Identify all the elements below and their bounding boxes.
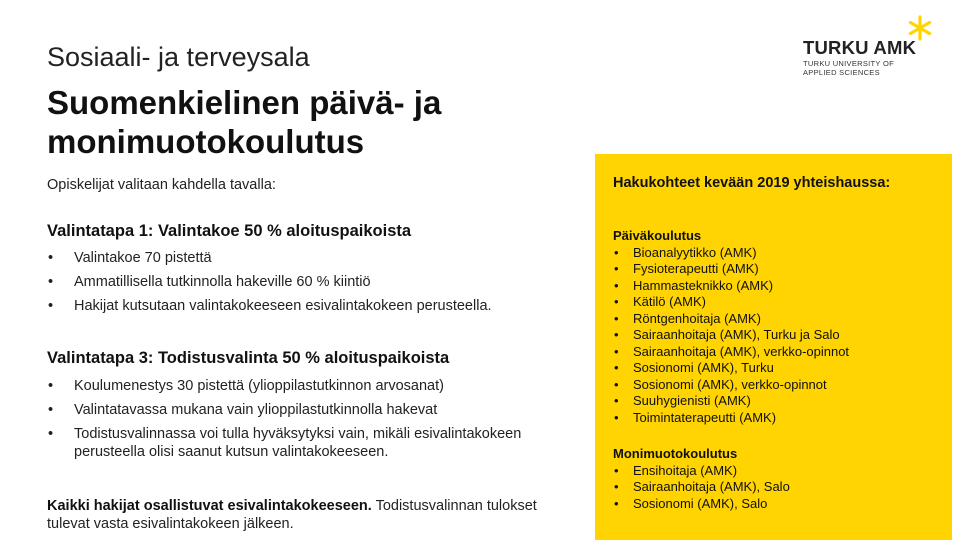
list-item: • Sosionomi (AMK), verkko-opinnot (613, 377, 943, 394)
closing-rest: Todistusvalinnan tulokset tulevat vasta esivalintakokeen jälkeen. (47, 498, 537, 532)
closing-text (47, 497, 567, 533)
list-item: • Sairaanhoitaja (AMK), Salo (613, 479, 943, 496)
slide-subtitle: Sosiaali- ja terveysala (47, 42, 310, 72)
programs-box (595, 154, 952, 540)
method1-list (47, 249, 577, 315)
list-item: • Koulumenestys 30 pistettä (ylioppilastutkinnon arvosanat) (47, 377, 577, 395)
turku-amk-logo (803, 15, 943, 85)
day-programs (613, 228, 943, 426)
list-item: • Hammasteknikko (AMK) (613, 278, 943, 295)
list-item: • Bioanalyytikko (AMK) (613, 245, 943, 262)
list-item: • Ammatillisella tutkinnolla hakeville 60 % kiintiö (47, 273, 577, 291)
multi-programs (613, 446, 943, 512)
method1-section (47, 221, 577, 321)
logo-sub-line1: TURKU UNIVERSITY OF (803, 59, 894, 68)
list-item: • Toimintaterapeutti (AMK) (613, 410, 943, 427)
list-item: • Sosionomi (AMK), Salo (613, 496, 943, 513)
list-item: • Valintakoe 70 pistettä (47, 249, 577, 267)
multi-programs-heading: Monimuotokoulutus (613, 446, 738, 461)
closing-bold: Kaikki hakijat osallistuvat esivalintakokeeseen. (47, 498, 372, 514)
list-item: • Röntgenhoitaja (AMK) (613, 311, 943, 328)
logo-name: TURKU AMK (803, 37, 917, 58)
list-item: • Suuhygienisti (AMK) (613, 393, 943, 410)
list-item: • Sairaanhoitaja (AMK), verkko-opinnot (613, 344, 943, 361)
logo-subtext (803, 59, 894, 77)
list-item: • Ensihoitaja (AMK) (613, 463, 943, 480)
logo-sub-line2: APPLIED SCIENCES (803, 68, 880, 77)
day-programs-heading: Päiväkoulutus (613, 228, 702, 243)
slide-title: Suomenkielinen päivä- ja monimuotokoulutus (47, 84, 442, 160)
list-item: • Fysioterapeutti (AMK) (613, 261, 943, 278)
intro-text: Opiskelijat valitaan kahdella tavalla: (47, 177, 276, 193)
list-item: • Sairaanhoitaja (AMK), Turku ja Salo (613, 327, 943, 344)
list-item: • Valintatavassa mukana vain ylioppilastutkinnolla hakevat (47, 401, 577, 419)
list-item: • Todistusvalinnassa voi tulla hyväksytyksi vain, mikäli esivalintakokeen perusteella olisi saanut kutsun valintakokeeseen. (47, 425, 577, 461)
method3-heading: Valintatapa 3: Todistusvalinta 50 % aloituspaikoista (47, 349, 450, 367)
day-programs-list (613, 245, 943, 427)
list-item: • Sosionomi (AMK), Turku (613, 360, 943, 377)
method1-heading: Valintatapa 1: Valintakoe 50 % aloituspaikoista (47, 222, 412, 240)
method3-section (47, 348, 577, 467)
multi-programs-list (613, 463, 943, 513)
programs-title: Hakukohteet kevään 2019 yhteishaussa: (613, 175, 891, 191)
method3-list (47, 377, 577, 461)
list-item: • Kätilö (AMK) (613, 294, 943, 311)
list-item: • Hakijat kutsutaan valintakokeeseen esivalintakokeen perusteella. (47, 297, 577, 315)
